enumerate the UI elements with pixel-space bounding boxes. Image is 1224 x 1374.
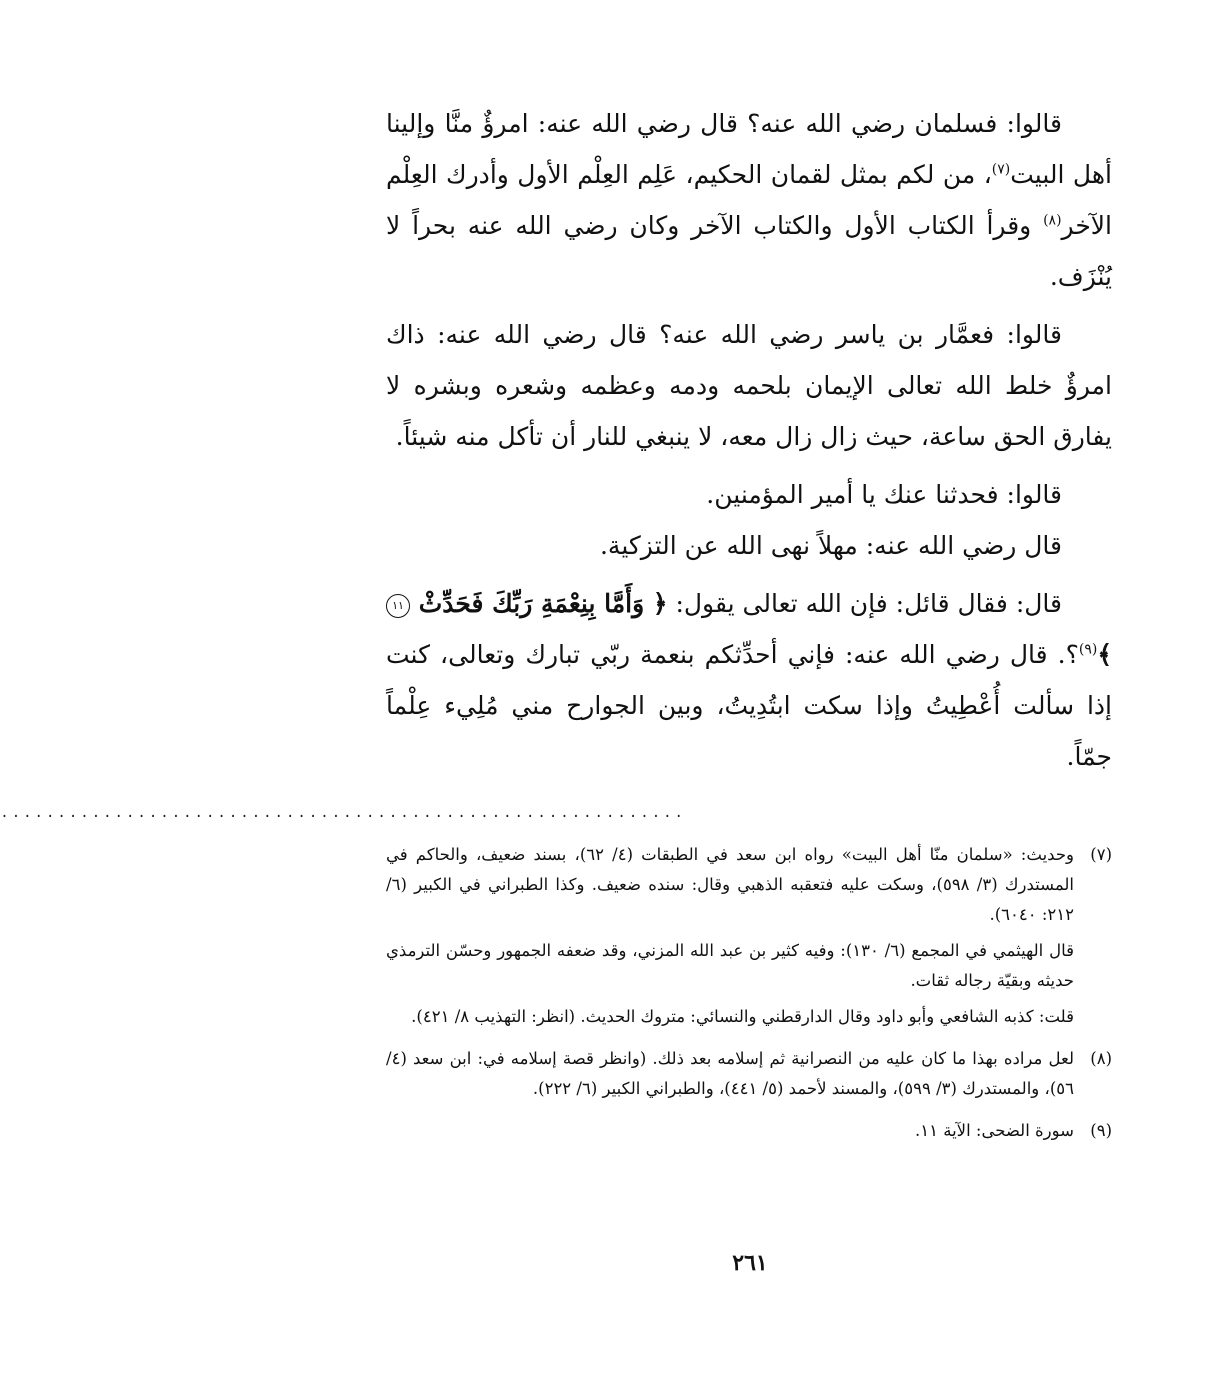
footnote-number: (٨) [1090, 1049, 1112, 1068]
footnote-body [386, 1044, 1074, 1110]
paragraph-salman-text-a: قالوا: فسلمان رضي الله عنه؟ قال رضي الله عنه: امرؤٌ منَّا وإلينا أهل البيت [386, 109, 1112, 189]
paragraph-salman-text-b: ، من لكم بمثل لقمان الحكيم، عَلِم العِلْم الأول وأدرك العِلْم الآخر [386, 160, 1112, 240]
footnote-body [386, 1116, 1074, 1152]
paragraph-tazkiya: قال رضي الله عنه: مهلاً نهى الله عن التزكية. [599, 531, 1062, 560]
footnote-paragraph: سورة الضحى: الآية ١١. [915, 1121, 1074, 1140]
paragraph-quote-text-b: ؟. قال رضي الله عنه: فإني أحدِّثكم بنعمة ربّي تبارك وتعالى، كنت إذا سألت أُعْطِيتُ وإذا سكت ابتُدِيتُ، وبين الجوارح مني مُلِيء عِلْماً جمّاً. [386, 640, 1112, 771]
footnote-7 [386, 840, 1112, 1038]
paragraph-salman-text-c: وقرأ الكتاب الأول والكتاب الآخر وكان رضي الله عنه بحراً لا يُنْزَف. [386, 211, 1112, 291]
footnote-8 [386, 1044, 1112, 1110]
ayah-number-icon: ١١ [386, 594, 410, 618]
main-text [386, 98, 1112, 782]
paragraph-salman [386, 98, 1112, 302]
quran-verse-end: ﴾ [1097, 640, 1112, 669]
paragraph-quote-text-a: قال: فقال قائل: فإن الله تعالى يقول: [667, 589, 1062, 618]
footnote-ref-7[interactable]: (٧) [991, 161, 1011, 178]
page-number: ٢٦١ [732, 1250, 768, 1276]
footnote-9 [386, 1116, 1112, 1152]
separator-dots: ............................................................ [0, 805, 686, 821]
footnote-paragraph: قلت: كذبه الشافعي وأبو داود وقال الدارقطني والنسائي: متروك الحديث. (انظر: التهذيب ٨/ ٤٢١). [411, 1007, 1074, 1026]
footnote-ref-8[interactable]: (٨) [1043, 212, 1062, 229]
footnotes [386, 840, 1112, 1152]
footnote-number: (٧) [1090, 845, 1112, 864]
footnote-separator [0, 805, 1112, 821]
quran-verse: ﴿ وَأَمَّا بِنِعْمَةِ رَبِّكَ فَحَدِّثْ [410, 589, 668, 618]
footnote-paragraph: لعل مراده بهذا ما كان عليه من النصرانية ثم إسلامه بعد ذلك. (وانظر قصة إسلامه في: ابن سعد (٤/ ٥٦)، والمستدرك (٣/ ٥٩٩)، والمسند لأحمد (٥/ ٤٤١)، والطبراني الكبير (٦/ ٢٢٢). [386, 1049, 1074, 1098]
footnote-paragraph: وحديث: «سلمان منّا أهل البيت» رواه ابن سعد في الطبقات (٤/ ٦٢)، بسند ضعيف، والحاكم في المستدرك (٣/ ٥٩٨)، وسكت عليه فتعقبه الذهبي وقال: سنده ضعيف. وكذا الطبراني في الكبير (٦/ ٢١٢: ٦٠٤٠). [386, 845, 1074, 924]
footnote-number: (٩) [1090, 1121, 1112, 1140]
footnote-ref-9[interactable]: (٩) [1078, 641, 1098, 658]
paragraph-request: قالوا: فحدثنا عنك يا أمير المؤمنين. [706, 480, 1062, 509]
paragraph-ammar: قالوا: فعمَّار بن ياسر رضي الله عنه؟ قال رضي الله عنه: ذاك امرؤٌ خلط الله تعالى الإيمان بلحمه ودمه وعظمه وشعره وبشره لا يفارق الحق ساعة، حيث زال زال معه، لا ينبغي للنار أن تأكل منه شيئاً. [386, 320, 1112, 451]
paragraph-quran-quote [386, 578, 1112, 782]
footnote-paragraph: قال الهيثمي في المجمع (٦/ ١٣٠): وفيه كثير بن عبد الله المزني، وقد ضعفه الجمهور وحسّن الترمذي حديثه وبقيّة رجاله ثقات. [386, 941, 1074, 990]
footnote-body [386, 840, 1074, 1038]
